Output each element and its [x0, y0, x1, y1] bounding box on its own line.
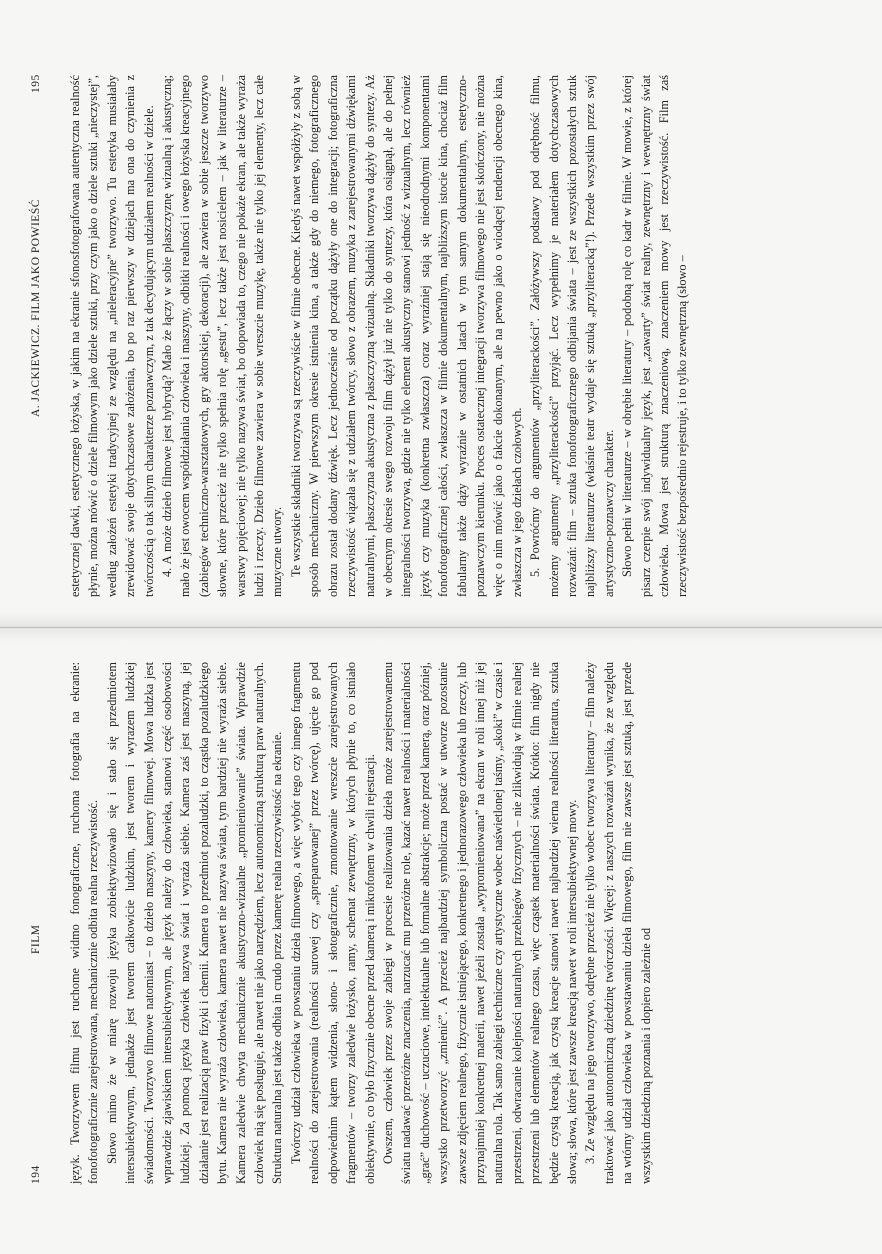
running-head: A. JACKIEWICZ. FILM JAKO POWIEŚĆ [30, 199, 42, 417]
page-body [66, 662, 655, 1184]
paragraph: 4. A może dzieło filmowe jest hybrydą? Mało że łączy w sobie płaszczyznę wizualną i akustyczną; mało że jest owocem współdziałania człowieka i maszyny, odbitki realności i owego łożyska kreacyjnego (zabiegów techniczno-warsztatowych, gry aktorskiej, dekoracji), ale zawiera w sobie jeszcze tworzywo słowne, które przecież nie tylko spełnia rolę „gestu”, lecz także jest nosicielem – jak w literaturze – warstwy pojęciowej; nie tylko nazywa świat, bo dopowiada to, czego nie pokaże ekran, ale także wyraża ludzi i rzeczy. Dzieło filmowe zawiera w sobie wreszcie muzykę, także nie tylko jej elementy, lecz całe muzyczne utwory. [160, 75, 285, 597]
page-number: 194 [30, 1165, 42, 1184]
paragraph: Twórczy udział człowieka w powstaniu dzieła filmowego, a więc wybór tego czy innego fragmentu realności do zarejestrowania (realności surowej czy „spreparowanej” przez twórcę), ujęcie go pod odpowiednim kątem widzenia, słono- i słotograficznie, zmontowanie wreszcie zarejestrowanych fragmentów – tworzy zaledwie łożysko, ramy, schemat zewnętrzny, w których płynie to, co istniało obiektywnie, co było fizycznie obecne przed kamerą i mikrofonem w chwili rejestracji. [288, 662, 377, 1184]
paragraph: 3. Ze względu na jego tworzywo, odrębne przecież nie tylko wobec tworzywa literatury – film należy traktować jako autonomiczną dziedzinę twórczości. Więcej: z naszych rozważań wynika, że ze względu na wtórny udział człowieka w powstawaniu dzieła filmowego, film nie zawsze jest sztuką, jest przede wszystkim dziedziną poznania i dopiero zależnie od [583, 662, 653, 1184]
paragraph: język. Tworzywem filmu jest ruchome widmo fonograficzne, ruchoma fotografia na ekranie: fonofotograficznie zarejestrowana, mechanicznie odbita realna rzeczywistość. [68, 662, 101, 1184]
running-head: FILM [30, 924, 42, 954]
paragraph: estetycznej dawki, estetycznego łożyska, w jakim na ekranie sfonosfotografowana autentyczna realność płynie, można mówić o dziele filmowym jako dziele sztuki, przy czym jako o dziele sztuki „nieczystej”, według założeń estetyki tradycyjnej ze względu na „nieleracyjne” tworzywo. Tu estetyka musiałaby zrewidować swoje dotychczasowe założenia, bo po raz pierwszy w dziejach ma ona do czynienia z twórczością o tak silnym charakterze poznawczym, z tak decydującym udziałem realności w dziele. [68, 75, 156, 597]
paragraph: Owszem, człowiek przez swoje zabiegi w procesie realizowania dzieła może zarejestrowanemu światu nadawać przeróżne znaczenia, narzucać mu przeróżne role, kazać nawet realności i materialności „grać” duchowość – uczuciowe, intelektualne lub formalne abstrakcje; może przed kamerą, oraz później, wszystko przetworzyć „zmienić”. A przecież najbardziej symboliczna postać w utworze pozostanie zawsze zdjęciem realnego, fizycznie istniejącego, konkretnego i jednorazowego człowieka lub rzeczy, lub przynajmniej konkretnej materii, nawet jeżeli została „wypromieniowana” na ekran w roli innej niż jej naturalna rola. Tak samo zabiegi techniczne czy artystyczne wobec naświetlonej taśmy, „skoki” w czasie i przestrzeni, odwracanie kolejności naturalnych przebiegów fizycznych – nie zlikwidują w filmie realnej przestrzeni lub elementów realnego czasu, więc cząstek materialności świata. Krótko: film nigdy nie będzie czystą kreacją, jak czystą kreacje stanowi nawet najbardziej wierna realności literatura, sztuka słowa; słowa, które jest zawsze kreacją nawet w roli intersubiektywnej mowy. [380, 662, 579, 1184]
page-body [66, 75, 692, 597]
paragraph: 5. Powróćmy do argumentów „przyliterackości”. Załóżywszy podstawy pod odrębność filmu, możemy argumenty „przyliterackości” przyjąć. Lecz wypełnimy je materiałem dotychczasowych rozważań: film – sztuka fonofotograficznego odbijania świata – jest ze wszystkich pozostałych sztuk najbliższy literaturze (właśnie teatr wydaje się sztuką „przyliteracką”!). Przede wszystkim przez swój artystyczno-poznawczy charakter. [528, 75, 616, 597]
paragraph: Słowo pełni w literaturze – w obrębie literatury – podobną rolę co kadr w filmie. W mowie, z której pisarz czerpie swój indywidualny język, jest „zawarty” świat realny, zewnętrzny i wewnętrzny świat człowieka. Mowa jest strukturą znaczeniową, znaczeniem mowy jest rzeczywistość. Film zaś rzeczywistość bezpośrednio rejestruje, i to tylko zewnętrzną (słowo – [620, 75, 690, 597]
paragraph: Słowo mimo że w miarę rozwoju języka zobiektywizowało się i stało się przedmiotem intersubiektywnym, jednakże jest tworem całkowicie ludzkim, jest tworem i wyrazem ludzkiej świadomości. Tworzywo filmowe natomiast – to dzieło maszyny, kamery filmowej. Mowa ludzka jest wprawdzie zjawiskiem intersubiektywnym, ale język należy do człowieka, stanowi część osobowości ludzkiej. Za pomocą języka człowiek nazywa świat i wyraża siebie. Kamera zaś jest maszyną, jej działanie jest realizacją praw fizyki i chemii. Kamera to przedmiot pozaludzki, to cząstka pozaludzkiego bytu. Kamera nie wyraża człowieka, kamera nawet nie nazywa świata, tym bardziej nie wyraża siebie. Kamera zaledwie chwyta mechanicznie akustyczno-wizualne „promieniowanie” świata. Wprawdzie człowiek nią się posługuje, ale nawet nie jako narzędziem, lecz autonomiczną strukturą praw naturalnych. Struktura naturalna jest także odbita in crudo przez kamerę realna rzeczywistość na ekranie. [104, 662, 285, 1184]
paragraph: Te wszystkie składniki tworzywa są rzeczywiście w filmie obecne. Kiedyś nawet współżyły z sobą w sposób mechaniczny. W pierwszym okresie istnienia kina, a także gdy do niemego, fotograficznego obrazu został dodany dźwięk. Lecz jednocześnie od początku dążyły one do integracji; fotograficzna rzeczywistość wiązała się z udziałem twórcy, słowo z obrazem, muzyka z zarejestrowanymi dźwiękami naturalnymi, płaszczyzna akustyczna z płaszczyzną wizualną. Składniki tworzywa dążyły do syntezy. Aż w obecnym okresie swego rozwoju film dążył już nie tylko do syntezy, która osiągnął, ale do pełnej integralności tworzywa, gdzie nie tylko element akustyczny stanowi jedność z wizualnym, lecz również język czy muzyka (konkretna zwłaszcza) coraz wyraźniej stają się nieodrodnymi komponentami fonofotograficznej całości, zwłaszcza w filmie dokumentalnym, najbliższym istocie kina, chociaż film fabularny także dąży wyraźnie w ostatnich latach w tym samym dokumentalnym, estetyczno-poznawczym kierunku. Proces ostatecznej integracji tworzywa filmowego nie jest skończony, nie można więc o nim mówić jako o fakcie dokonanym, ale na pewno jako o wiodącej tendencji obecnego kina, zwłaszcza w jego dziełach czołowych. [288, 75, 524, 597]
page-number: 195 [30, 74, 42, 93]
left-page [0, 627, 882, 1254]
page-fold-line [0, 627, 882, 628]
